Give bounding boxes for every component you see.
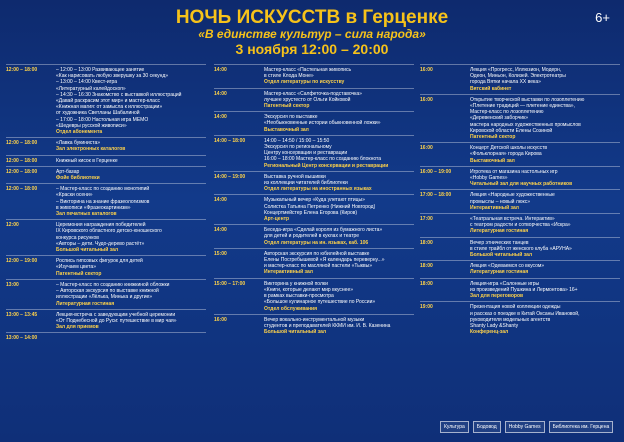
page-title: НОЧЬ ИСКУССТВ в Герценке — [175, 7, 449, 28]
schedule-entry — [6, 219, 206, 255]
header — [0, 0, 624, 62]
schedule-entry — [420, 301, 620, 337]
schedule-entry — [214, 135, 414, 171]
schedule-entry — [6, 279, 206, 309]
schedule-column-2 — [214, 64, 414, 337]
entry-place: Зал для переговоров — [470, 293, 524, 300]
entry-place: Литературная гостиная — [56, 300, 115, 307]
sponsor-logo: Бодовод — [473, 421, 501, 433]
entry-time: 17:00 — [420, 216, 433, 223]
entry-time: 13:00 – 14:00 — [6, 335, 38, 342]
entry-place: Отдел литературы по искусству — [264, 79, 345, 86]
entry-text: Игротека от магазина настольных игр «Hobby Games» — [470, 168, 558, 182]
entry-time: 12:00 – 18:00 — [6, 140, 38, 147]
entry-time: 14:00 — [214, 197, 227, 204]
entry-place: Интерактивный зал — [470, 204, 519, 211]
entry-text: – Мастер-класс по созданию книжкиной обложки – Авторская экскурсия по выставке книжной иллюстрации «Лёлька, Минька и другие» — [56, 281, 170, 301]
entry-text: Концерт Детской школы искусств «Фольклорная» города Кирова — [470, 145, 548, 158]
entry-time: 14:00 – 19:00 — [214, 173, 246, 180]
entry-time: 18:00 — [420, 263, 433, 270]
entry-place: Большой читальный зал — [56, 247, 119, 254]
schedule-entry — [6, 332, 206, 342]
entry-text: Лекция-игра «Салонные игры из произведений Пушкина и Лермонтова» 16+ — [470, 280, 578, 293]
entry-place: Зал электронных каталогов — [56, 146, 126, 153]
entry-time: 15:00 — [214, 250, 227, 257]
entry-place: Конференц-зал — [470, 329, 509, 336]
entry-text: «Театральная встреча. Интерактив» с театром радости и сотворчества «Искра» — [470, 216, 571, 229]
schedule-entry — [420, 189, 620, 213]
entry-place: Вятский кабинет — [470, 85, 512, 92]
entry-text: Открытие творческой выставки по лозоплетению «Плетение традиций — плетение единства», Мастер-класс по лозоплетению «Деревенский заборчик» мастера народных художественных промыслов Кировской области Елены Созиной — [470, 96, 585, 134]
schedule-entry — [6, 166, 206, 183]
schedule-entry — [214, 194, 414, 224]
sponsor-logos — [440, 415, 620, 439]
sponsor-logo: Hobby Games — [505, 421, 545, 433]
entry-time: 14:00 — [214, 114, 227, 121]
entry-text: Арт-базар — [56, 168, 80, 175]
entry-place: Зал для приемов — [56, 324, 99, 331]
entry-text: Презентация новой коллекции одежды и рассказ о поездке в Китай Оксаны Ивановой, руководителя модельных агентств Shanty Lady &Shanty — [470, 304, 580, 329]
entry-time: 12:00 – 19:00 — [6, 258, 38, 265]
schedule-entry — [420, 64, 620, 94]
entry-place: Отдел литературы на ин. языках, каб. 106 — [264, 239, 369, 246]
schedule-entry — [6, 255, 206, 279]
entry-time: 12:00 – 18:00 — [6, 186, 38, 193]
entry-place: Большой читальный зал — [264, 329, 327, 336]
entry-text: Лекция «Одеваемся со вкусом» — [470, 263, 545, 270]
age-rating: 6+ — [595, 10, 610, 25]
sponsor-logo: Библиотека им. Герцена — [549, 421, 614, 433]
entry-time: 13:00 — [6, 281, 19, 288]
schedule-entry — [420, 166, 620, 190]
entry-time: 16:00 — [420, 67, 433, 73]
schedule-entry — [214, 171, 414, 195]
entry-place: Читальный зал для научных работников — [470, 181, 573, 188]
entry-text: Музыкальный вечер «Куда улетают птицы» Солистка Татьяна Петренко (Нижний Новгород) Концертмейстер Елена Егорова (Киров) — [264, 197, 376, 216]
schedule-entry — [214, 88, 414, 112]
entry-text: Экскурсия по выставке «Необыкновенные истории обыкновенной ложки» — [264, 114, 381, 127]
entry-time: 15:00 – 17:00 — [214, 280, 246, 287]
sponsor-logo: Культура — [440, 421, 469, 433]
entry-text: 14:00 – 14:50 / 15:00 – 15:50 Экскурсия по региональному Центру консервации и реставрации 16:00 – 18:00 Мастер-класс по созданию блокнота — [264, 137, 382, 163]
entry-place: Патентный сектор — [56, 270, 102, 277]
entry-time: 12:00 – 18:00 — [6, 67, 38, 73]
entry-time: 12:00 – 18:00 — [6, 168, 38, 175]
entry-place: Патентный сектор — [470, 134, 516, 141]
schedule-entry — [6, 309, 206, 333]
entry-place: Выставочный зал — [264, 126, 309, 133]
schedule-entry — [6, 155, 206, 166]
entry-text: Мастер-класс «Пастельная живопись в стиле Клода Моне» — [264, 67, 352, 80]
schedule-entry — [214, 224, 414, 248]
entry-place: Выставочный зал — [470, 157, 515, 164]
entry-text: Мастер-класс «Салфеточка-подставочка» лучшее хрустесто от Ольги Койковой — [264, 90, 362, 103]
entry-time: 18:00 — [420, 280, 433, 287]
entry-text: Роспись гипсовых фигурок для детей «Изучаем цвета» — [56, 258, 143, 271]
entry-time: 16:00 — [214, 316, 227, 323]
entry-place: Арт-центр — [264, 216, 290, 223]
entry-text: Авторская экскурсия по юбилейной выставке Елены Посгребышевой «Я календарь переверну...» и мастер-класс по масляной пастели «Тыквы» — [264, 250, 385, 270]
schedule-entry — [214, 314, 414, 338]
entry-time: 19:00 — [420, 304, 433, 311]
page-subtitle: «В единстве культур – сила народа» — [198, 27, 426, 41]
entry-place: Зал печатных каталогов — [56, 211, 117, 218]
entry-text: Лекция «Народные художественные промыслы – новый люкс» — [470, 192, 555, 205]
entry-place: Большой читальный зал — [470, 252, 533, 259]
entry-place: Литературная гостиная — [470, 269, 529, 276]
entry-time: 14:00 — [214, 90, 227, 97]
schedule-column-1 — [6, 64, 206, 342]
schedule-entry — [6, 183, 206, 219]
entry-time: 16:00 – 19:00 — [420, 168, 452, 175]
entry-time: 18:00 — [420, 239, 433, 246]
entry-time: 14:00 — [214, 227, 227, 234]
entry-text: Вечер вокально-инструментальной музыки студентов и преподавателей ККМИ им. И. В. Казенина — [264, 316, 391, 329]
entry-text: Книжный кисок в Герценке — [56, 157, 118, 164]
entry-text: – Мастер-класс по созданию монотипий «Краски осени» – Викторина на знание фразеологизмов в живописи «Фразеокартинизм» — [56, 186, 150, 211]
entry-text: Викторина у книжной полки «Книги, которые делают мир вкуснее» в рамках выставки-просмотра «Большое кулинарное путешествие по России» — [264, 280, 376, 306]
schedule-entry — [214, 248, 414, 278]
entry-place: Региональный Центр консервации и реставрации — [264, 162, 389, 169]
entry-place: Отдел литературы на иностранных языках — [264, 186, 372, 193]
schedule-entry — [420, 260, 620, 277]
entry-time: 14:00 – 18:00 — [214, 137, 246, 144]
entry-place: Отдел обслуживания — [264, 305, 318, 312]
schedule-entry — [420, 278, 620, 302]
schedule-entry — [214, 64, 414, 88]
entry-time: 17:00 – 18:00 — [420, 192, 452, 199]
schedule-entry — [6, 137, 206, 154]
entry-place: Патентный сектор — [264, 103, 310, 110]
schedule-entry — [420, 237, 620, 261]
entry-text: Лекция «Прогресс, Иллюзион, Модерн, Одеон, Миньон, Колизей. Электротеатры города Вятки начала ХХ века» — [470, 67, 566, 86]
entry-time: 12:00 — [6, 222, 19, 229]
entry-text: Выставка ручной вышивки из коллекции читателей библиотеки — [264, 173, 348, 187]
event-date: 3 ноября 12:00 – 20:00 — [235, 41, 389, 57]
entry-time: 12:00 – 18:00 — [6, 157, 38, 164]
entry-time: 16:00 — [420, 96, 433, 103]
schedule-entry — [214, 278, 414, 314]
entry-place: Фойе библиотеки — [56, 175, 100, 182]
entry-time: 14:00 — [214, 67, 227, 73]
entry-time: 13:00 – 13:45 — [6, 311, 38, 318]
schedule-entry — [420, 94, 620, 142]
entry-time: 16:00 — [420, 145, 433, 152]
entry-text: Беседа-игра «Сделай короля из бумажного листа» для детей и родителей в куклах и театре — [264, 227, 383, 240]
schedule-entry — [420, 213, 620, 237]
entry-text: Вечер этнических танцев в стиле трайбл от женского клуба «АРУНА» — [470, 239, 572, 252]
entry-place: Интерактивный зал — [264, 269, 313, 276]
schedule-entry — [420, 142, 620, 166]
schedule-entry — [6, 64, 206, 137]
entry-text: – 12:00 – 13:00 Развивающее занятие «Как нарисовать любую зверушку за 30 секунд» – 13:00 – 14:00 Квест-игра «Литературный калейдоскоп» – 14:30 – 16:30 Знакомство с выставкой иллюстраций «Давай раскрасим этот мир» и мастер-класс «Книжная магия: от замысла к иллюстрации» от художника Светланы Шабалиной – 17:00 – 18:00 Настольная игра МЕМО «Шедевры русской живописи» — [56, 67, 182, 129]
schedule-column-3 — [420, 64, 620, 337]
entry-text: «Лавка букиниста» — [56, 140, 101, 147]
entry-place: Литературная гостиная — [470, 228, 529, 235]
schedule-entry — [214, 111, 414, 135]
entry-text: Церемония награждения победителей IX Кировского областного детско-юношеского конкурса рисунков «Авторы – дети. Чудо-дерево растёт» — [56, 222, 162, 247]
entry-place: Отдел абонемента — [56, 129, 103, 136]
entry-text: Лекция-встреча с заведующим учебной церемонии «От Поднебесной до Руси: путешествие в мир чая» — [56, 311, 177, 324]
